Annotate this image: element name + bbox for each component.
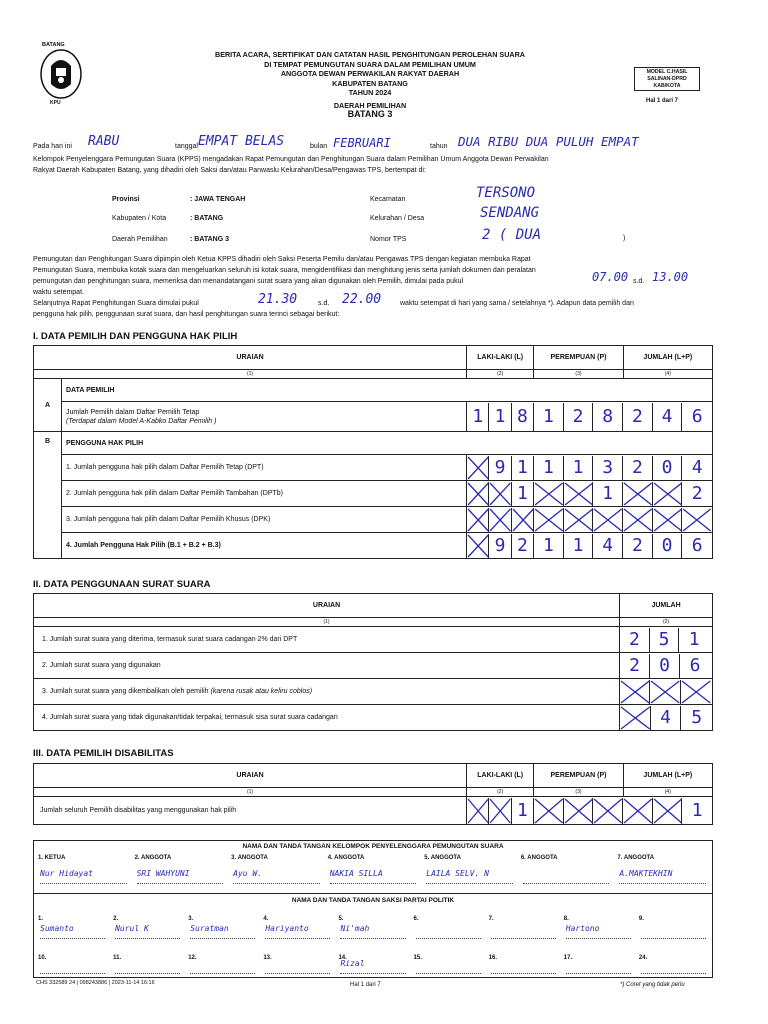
dapil-value: BATANG 3 <box>347 109 393 119</box>
crossed-box <box>653 798 683 824</box>
s1-b3-label: 3. Jumlah pengguna hak pilih dalam Daftar Pemilih Khusus (DPK) <box>62 507 467 533</box>
s1-b3-values <box>467 507 713 533</box>
s1-idx-2: (2) <box>467 370 534 379</box>
s2-r4-label: 4. Jumlah surat suara yang tidak digunakan/tidak terpakai, termasuk sisa surat suara cadangan <box>34 705 620 731</box>
procedure-1: Pemungutan dan Penghitungan Suara dipimpin oleh Ketua KPPS dihadiri oleh Saksi Peserta Pemilu dan/atau Pengawas TPS dengan kegiatan membuka Rapat <box>33 256 531 263</box>
procedure-3: pemungutan dan penghitungan suara, memeriksa dan menandatangani surat suara yang akan digunakan oleh Pemilih, dimulai pada pukul <box>33 278 464 285</box>
digit-box: 4 <box>593 534 623 558</box>
digit-box: 5 <box>650 628 680 652</box>
logo-text-top: BATANG <box>42 42 65 48</box>
s1-col-j: JUMLAH (L+P) <box>623 346 712 370</box>
signature-slot-label: 13. <box>263 955 272 961</box>
s1-b-label: B <box>34 432 62 559</box>
signature-slot-label: 17. <box>563 955 573 961</box>
s2-r3-text: 3. Jumlah surat suara yang dikembalikan oleh pemilih <box>42 688 209 695</box>
crossed-box <box>564 798 594 824</box>
signature-slot-label: 4. ANGGOTA <box>327 855 365 861</box>
procedure-2: Pemungutan Suara, membuka kotak suara dan mengeluarkan seluruh isi kotak suara, mengidentifikasi dan menghitung jenis serta jumlah dokumen dan peralatan <box>33 267 536 274</box>
signature-slot-label: 1. KETUA <box>38 855 66 861</box>
tahun-label: tahun <box>430 143 448 150</box>
signature-line <box>426 883 513 884</box>
signature-line <box>416 938 481 939</box>
s3-col-j: JUMLAH (L+P) <box>623 764 712 788</box>
procedure-5b: waktu setempat di hari yang sama / setelahnya *). Adapun data pemilih dan <box>400 300 634 307</box>
bulan-value: FEBRUARI <box>333 136 391 150</box>
s3-r1-label: Jumlah seluruh Pemilih disabilitas yang menggunakan hak pilih <box>34 797 467 825</box>
opening-text-2: Rakyat Daerah Kabupaten Batang, yang dihadiri oleh Saksi dan/atau Panwaslu Kelurahan/Desa/Pengawas TPS, bertempat di: <box>33 167 426 174</box>
kabupaten-label: Kabupaten / Kota <box>112 215 167 222</box>
digit-box: 4 <box>653 403 683 431</box>
s2-r2-values <box>620 653 713 679</box>
procedure-start-time: 07.00 <box>592 270 629 284</box>
header-line-4: KABUPATEN BATANG <box>332 78 408 88</box>
signature-line <box>619 883 706 884</box>
signature-line <box>233 883 320 884</box>
signature-line <box>137 883 224 884</box>
daerah-label: Daerah Pemilihan <box>112 236 168 243</box>
model-box <box>634 67 700 91</box>
signature-line <box>190 973 255 974</box>
header-line-3: ANGGOTA DEWAN PERWAKILAN RAKYAT DAERAH <box>280 69 460 78</box>
signature-line <box>330 883 417 884</box>
s2-r3-label <box>34 679 620 705</box>
hari-label: Pada hari ini <box>33 143 72 150</box>
signature-slot-label: 5. ANGGOTA <box>424 855 461 861</box>
signature-slot-label: 6. <box>413 916 419 922</box>
crossed-box <box>564 508 594 532</box>
procedure-6: pengguna hak pilih, penggunaan surat suara, dan hasil penghitungan suara terinci sebagai berikut: <box>33 311 340 318</box>
signature-name: SRI WAHYUNI <box>136 869 190 878</box>
kecamatan-label: Kecamatan <box>370 196 406 203</box>
signature-line <box>566 973 631 974</box>
crossed-box <box>650 680 680 704</box>
digit-box: 1 <box>564 534 594 558</box>
digit-box: 1 <box>512 456 534 480</box>
procedure-4: waktu setempat. <box>33 289 84 296</box>
signature-slot-label: 8. <box>563 916 569 922</box>
s1-b1-values <box>467 455 713 481</box>
signature-slot-label: 6. ANGGOTA <box>520 855 558 861</box>
signature-slot-label: 9. <box>638 916 644 922</box>
digit-box: 2 <box>620 654 650 678</box>
crossed-box <box>593 798 623 824</box>
crossed-box <box>534 482 564 506</box>
digit-box: 0 <box>650 654 680 678</box>
signature-line <box>40 973 105 974</box>
digit-box: 2 <box>691 482 703 504</box>
signature-slot-label: 15. <box>413 955 422 961</box>
digit-box: 2 <box>620 628 650 652</box>
section-2-table <box>33 593 713 731</box>
signature-line <box>416 973 481 974</box>
header-line-2: DI TEMPAT PEMUNGUTAN SUARA DALAM PEMILIHAN UMUM <box>264 59 476 69</box>
crossed-box <box>467 482 489 506</box>
digit-box: 1 <box>593 482 623 506</box>
digit-box: 4 <box>691 456 703 478</box>
signature-slot-label: 2. <box>113 916 119 922</box>
digit-box: 0 <box>653 456 683 480</box>
s2-r1-values <box>620 627 713 653</box>
hari-value: RABU <box>88 134 120 149</box>
signature-line <box>115 938 180 939</box>
tanggal-label: tanggal <box>175 143 198 150</box>
digit-box: 5 <box>691 706 703 728</box>
signature-line <box>190 938 255 939</box>
digit-box: 9 <box>489 456 511 480</box>
s3-col-uraian: URAIAN <box>34 764 467 788</box>
crossed-box <box>623 482 653 506</box>
signature-name: LAILA SELV. N <box>426 869 489 878</box>
crossed-box <box>620 706 651 730</box>
crossed-box <box>620 680 650 704</box>
crossed-box <box>593 508 623 532</box>
digit-box: 6 <box>691 405 703 427</box>
s3-col-l: LAKI-LAKI (L) <box>467 764 534 788</box>
procedure-5a: Selanjutnya Rapat Penghitungan Suara dimulai pukul <box>33 300 199 307</box>
signature-slot-label: 2. ANGGOTA <box>134 855 172 861</box>
s1-idx-1: (1) <box>34 370 467 379</box>
kpps-signature-title: NAMA DAN TANDA TANGAN KELOMPOK PENYELENGGARA PEMUNGUTAN SUARA <box>242 843 504 850</box>
s2-col-j: JUMLAH <box>620 594 713 618</box>
signature-line <box>115 973 180 974</box>
signature-slot-label: 11. <box>113 955 122 961</box>
signature-divider <box>33 893 713 894</box>
signature-name: Sumanto <box>40 924 74 933</box>
digit-box: 4 <box>651 706 682 730</box>
signature-slot-label: 4. <box>263 916 269 922</box>
digit-box: 9 <box>489 534 511 558</box>
digit-box: 1 <box>534 403 564 431</box>
s2-r2-label: 2. Jumlah surat suara yang digunakan <box>34 653 620 679</box>
s2-idx-1: (1) <box>34 618 620 627</box>
kelurahan-value: SENDANG <box>480 205 540 221</box>
section-3-title: III. DATA PEMILIH DISABILITAS <box>33 748 174 759</box>
crossed-box <box>681 680 711 704</box>
crossed-box <box>489 798 511 824</box>
signature-line <box>340 973 405 974</box>
model-line-1: MODEL C.HASIL <box>646 69 688 75</box>
provinsi-label: Provinsi <box>112 196 140 203</box>
s1-idx-3: (3) <box>534 370 623 379</box>
signature-line <box>566 938 631 939</box>
signature-line <box>641 938 706 939</box>
digit-box: 1 <box>467 403 489 431</box>
daerah-value: : BATANG 3 <box>190 236 230 243</box>
crossed-box <box>489 508 511 532</box>
footer-page: Hal 1 dari 7 <box>350 982 381 988</box>
logo-text-bottom: KPU <box>50 100 61 106</box>
kabupaten-value: : BATANG <box>190 215 224 222</box>
opening-text-1: Kelompok Penyelenggara Pemungutan Suara (KPPS) mengadakan Rapat Pemungutan dan Penghitungan Suara dalam Pemilihan Umum Anggota Dewan Perwakilan <box>33 156 549 163</box>
s3-r1-values <box>467 797 713 825</box>
signature-name: Nurul K <box>115 924 149 933</box>
digit-box: 0 <box>653 534 683 558</box>
signature-slot-label: 7. ANGGOTA <box>617 855 655 861</box>
digit-box: 1 <box>534 534 564 558</box>
signature-line <box>340 938 405 939</box>
s3-idx-1: (1) <box>34 788 467 797</box>
kecamatan-value: TERSONO <box>476 185 536 201</box>
digit-box: 2 <box>623 403 653 431</box>
s1-b4-label: 4. Jumlah Pengguna Hak Pilih (B.1 + B.2 + B.3) <box>62 533 467 559</box>
signature-slot-label: 24. <box>638 955 648 961</box>
header-line-5: TAHUN 2024 <box>348 88 392 97</box>
s1-col-p: PEREMPUAN (P) <box>534 346 623 370</box>
crossed-box <box>653 482 683 506</box>
section-2-title: II. DATA PENGGUNAAN SURAT SUARA <box>33 579 211 590</box>
count-start-time: 21.30 <box>258 292 298 307</box>
crossed-box <box>623 508 653 532</box>
crossed-box <box>534 798 564 824</box>
model-line-2: SALINAN-DPRD <box>647 76 687 82</box>
s1-b2-label: 2. Jumlah pengguna hak pilih dalam Daftar Pemilih Tambahan (DPTb) <box>62 481 467 507</box>
digit-box: 1 <box>564 456 594 480</box>
dapil-label: DAERAH PEMILIHAN <box>333 100 407 110</box>
signature-slot-label: 14. <box>338 955 347 961</box>
kpu-logo <box>38 44 84 106</box>
s1-a-values <box>467 402 713 432</box>
section-1-table <box>33 345 713 559</box>
s2-col-uraian: URAIAN <box>34 594 620 618</box>
crossed-box <box>467 798 489 824</box>
s1-col-l: LAKI-LAKI (L) <box>467 346 534 370</box>
crossed-box <box>623 798 653 824</box>
s3-idx-3: (3) <box>534 788 623 797</box>
signature-line <box>491 938 556 939</box>
digit-box: 6 <box>691 534 703 556</box>
tps-close: ) <box>623 235 626 242</box>
page-number-top: Hal 1 dari 7 <box>646 98 679 104</box>
digit-box: 8 <box>593 403 623 431</box>
s3-idx-4: (4) <box>623 788 712 797</box>
s2-r3-values <box>620 679 713 705</box>
count-end-time: 22.00 <box>342 292 382 307</box>
kelurahan-label: Kelurahan / Desa <box>370 215 425 222</box>
footer-note: *) Coret yang tidak perlu <box>620 982 685 988</box>
signature-slot-label: 12. <box>188 955 197 961</box>
procedure-sd-1: s.d. <box>633 278 645 285</box>
digit-box: 8 <box>512 403 534 431</box>
signature-slot-label: 5. <box>338 916 344 922</box>
signature-line <box>491 973 556 974</box>
digit-box: 1 <box>691 799 703 821</box>
s2-r3-note: (karena rusak atau keliru coblos) <box>210 688 313 695</box>
tahun-value: DUA RIBU DUA PULUH EMPAT <box>458 134 639 149</box>
s1-a-row-note: (Terdapat dalam Model A-Kabko Daftar Pemilih ) <box>66 417 217 425</box>
s2-r1-label: 1. Jumlah surat suara yang diterima, termasuk surat suara cadangan 2% dari DPT <box>34 627 620 653</box>
provinsi-value: : JAWA TENGAH <box>190 196 246 203</box>
digit-box: 1 <box>489 403 511 431</box>
s1-b1-label: 1. Jumlah pengguna hak pilih dalam Daftar Pemilih Tetap (DPT) <box>62 455 467 481</box>
s1-b-title: PENGGUNA HAK PILIH <box>62 432 713 455</box>
crossed-box <box>512 508 534 532</box>
s2-idx-2: (2) <box>620 618 713 627</box>
signature-name: Hartono <box>565 924 600 933</box>
digit-box: 1 <box>688 628 700 650</box>
section-1-title: I. DATA PEMILIH DAN PENGGUNA HAK PILIH <box>33 331 238 342</box>
signature-name: Rizal <box>340 959 365 968</box>
signature-line <box>265 973 330 974</box>
signature-slot-label: 7. <box>488 916 494 922</box>
signature-name: Ni'mah <box>340 924 370 933</box>
crossed-box <box>682 508 712 532</box>
crossed-box <box>653 508 683 532</box>
digit-box: 3 <box>593 456 623 480</box>
section-3-table <box>33 763 713 825</box>
s1-a-row-label: Jumlah Pemilih dalam Daftar Pemilih Tetap <box>66 408 200 416</box>
crossed-box <box>467 456 489 480</box>
s1-b2-values <box>467 481 713 507</box>
signature-name: Nur Hidayat <box>40 869 93 878</box>
signature-line <box>523 883 610 884</box>
signature-line <box>40 883 127 884</box>
tps-label: Nomor TPS <box>370 236 407 243</box>
s2-r4-values <box>620 705 713 731</box>
signature-slot-label: 16. <box>488 955 497 961</box>
tps-value: 2 ( DUA <box>482 227 542 243</box>
digit-box: 1 <box>512 798 534 824</box>
signature-line <box>641 973 706 974</box>
model-line-3: KAB/KOTA <box>653 83 681 89</box>
crossed-box <box>564 482 594 506</box>
crossed-box <box>534 508 564 532</box>
digit-box: 6 <box>689 654 701 676</box>
s1-a-label: A <box>34 379 62 432</box>
tanggal-value: EMPAT BELAS <box>198 134 285 149</box>
s1-idx-4: (4) <box>623 370 712 379</box>
signature-line <box>40 938 105 939</box>
header-line-1: BERITA ACARA, SERTIFIKAT DAN CATATAN HASIL PENGHITUNGAN PEROLEHAN SUARA <box>215 50 525 59</box>
document-header <box>150 50 590 120</box>
digit-box: 2 <box>512 534 534 558</box>
crossed-box <box>489 482 511 506</box>
saksi-signature-title: NAMA DAN TANDA TANGAN SAKSI PARTAI POLITIK <box>291 897 455 904</box>
bulan-label: bulan <box>310 143 328 150</box>
s1-b4-values <box>467 533 713 559</box>
digit-box: 2 <box>623 534 653 558</box>
footer-code: CHS 332589 24 | 098243886 | 2023-11-14 16:16 <box>36 980 155 986</box>
crossed-box <box>467 508 489 532</box>
signature-name: Ayu W. <box>233 869 263 878</box>
digit-box: 2 <box>623 456 653 480</box>
s3-col-p: PEREMPUAN (P) <box>534 764 623 788</box>
procedure-end-time: 13.00 <box>652 270 689 284</box>
signature-slot-label: 3. ANGGOTA <box>231 855 268 861</box>
crossed-box <box>467 534 489 558</box>
s3-idx-2: (2) <box>467 788 534 797</box>
digit-box: 1 <box>512 482 534 506</box>
digit-box: 2 <box>564 403 594 431</box>
signature-name: A.MAKTEKHIN <box>619 869 673 878</box>
digit-box: 1 <box>534 456 564 480</box>
signature-name: Hariyanto <box>265 924 309 933</box>
signature-name: Suratman <box>190 924 229 933</box>
s1-col-uraian: URAIAN <box>34 346 467 370</box>
signature-name: NAKIA SILLA <box>329 869 383 878</box>
s1-a-row <box>62 402 467 432</box>
signature-slot-label: 3. <box>188 916 194 922</box>
signature-line <box>265 938 330 939</box>
procedure-sd-2: s.d. <box>318 300 330 307</box>
s1-a-title: DATA PEMILIH <box>62 379 713 402</box>
signature-slot-label: 1. <box>38 916 44 922</box>
signature-slot-label: 10. <box>38 955 47 961</box>
